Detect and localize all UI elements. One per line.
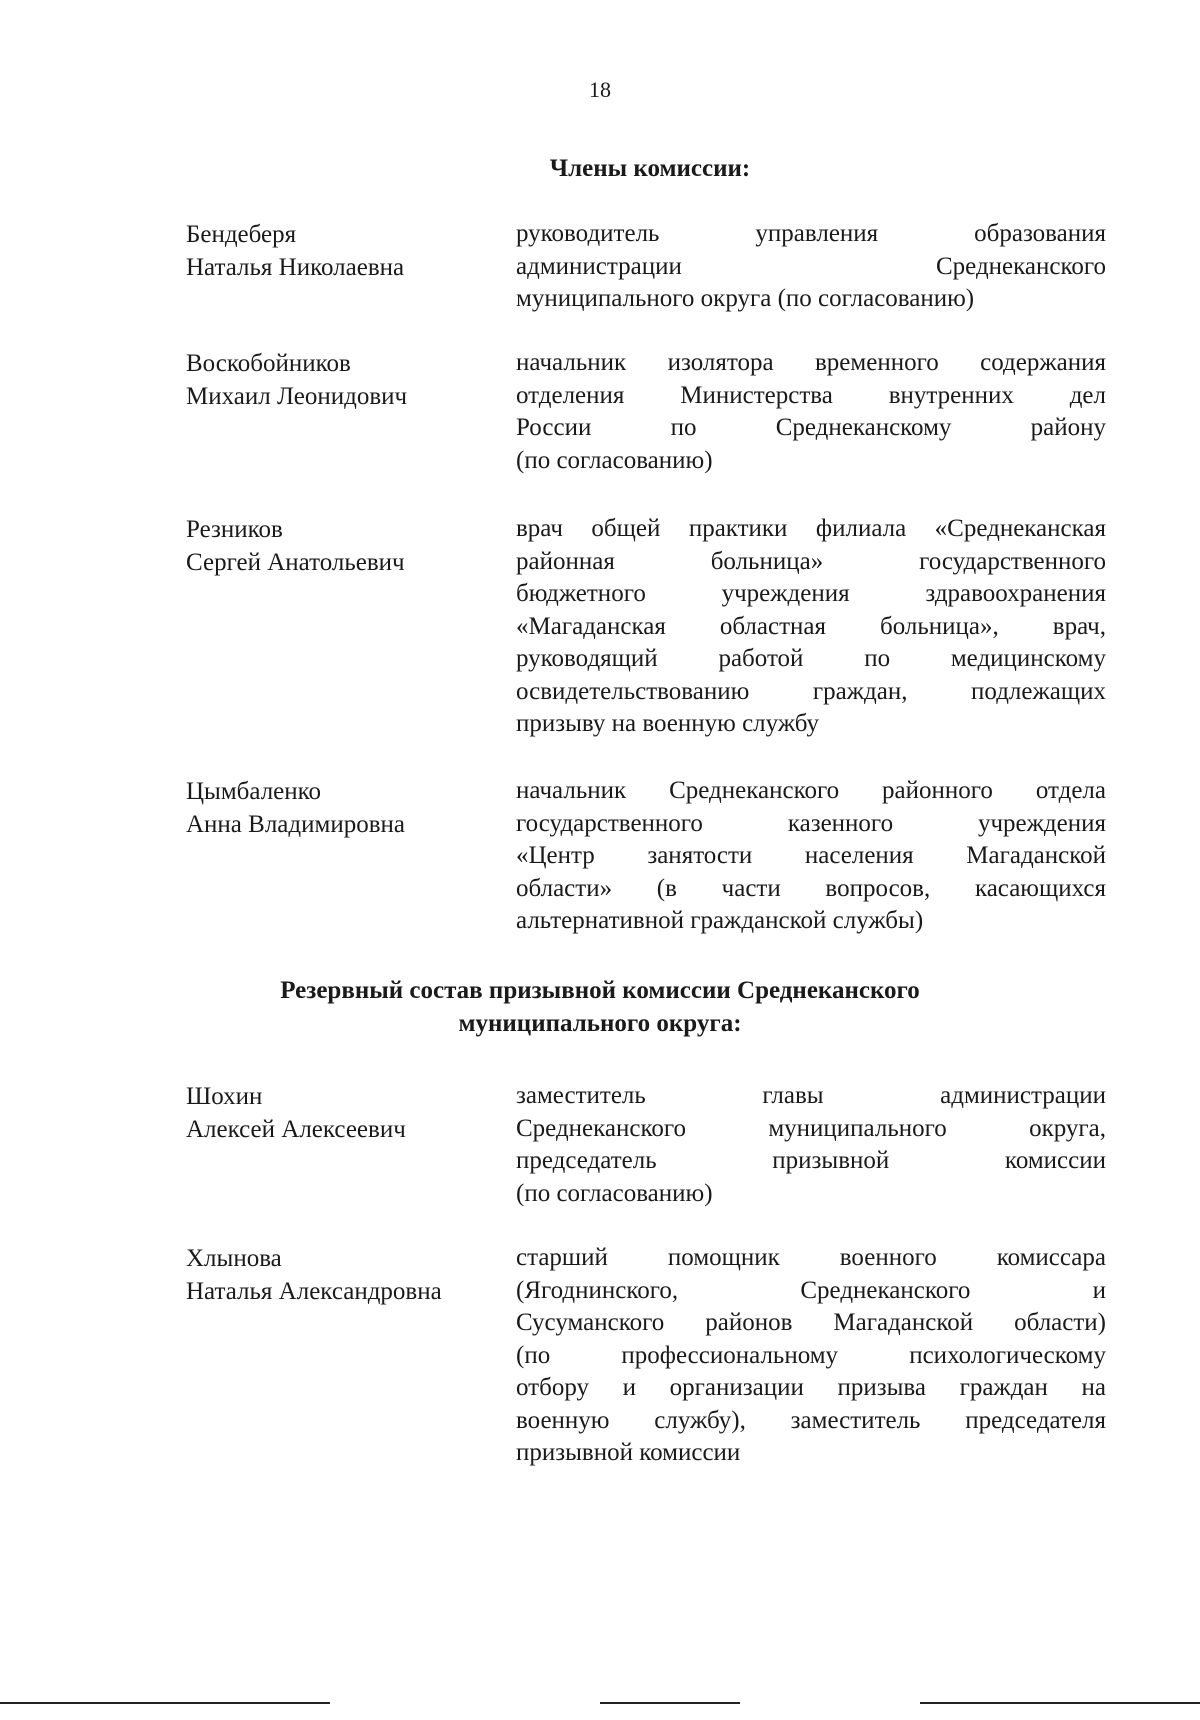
member-surname: Хлынова — [186, 1245, 282, 1272]
member-surname: Шохин — [186, 1083, 263, 1110]
member-role — [516, 1080, 1106, 1210]
role-line: отделения Министерства внутренних дел — [516, 381, 1106, 409]
member-name — [186, 513, 486, 579]
reserve-heading-line: муниципального округа: — [458, 1010, 742, 1037]
bottom-rule — [0, 1702, 330, 1704]
role-line: председатель призывной комиссии — [516, 1147, 1106, 1174]
role-line: военную службу), заместитель председателя — [516, 1406, 1106, 1434]
role-line: области» (в части вопросов, касающихся — [516, 874, 1106, 902]
members-heading: Члены комиссии: — [549, 155, 751, 182]
bottom-rule — [920, 1702, 1200, 1704]
member-surname: Цымбаленко — [186, 778, 322, 805]
member-given-names: Михаил Леонидович — [186, 383, 408, 410]
member-surname: Бендеберя — [186, 221, 297, 248]
role-line: призыву на военную службу — [516, 710, 820, 737]
role-line: (по согласованию) — [516, 1179, 713, 1207]
role-line: районная больница» государственного — [516, 547, 1106, 575]
role-line: (Ягоднинского, Среднеканского и — [516, 1276, 1106, 1304]
role-line: начальник Среднеканского районного отдела — [516, 777, 1106, 804]
member-role — [516, 513, 1106, 741]
role-line: Среднеканского муниципального округа, — [516, 1114, 1106, 1142]
member-surname: Воскобойников — [186, 350, 351, 377]
reserve-heading-line: Резервный состав призывной комиссии Среднеканского — [280, 977, 920, 1004]
member-given-names: Наталья Николаевна — [186, 254, 405, 281]
member-role — [516, 218, 1106, 316]
member-role — [516, 347, 1106, 477]
member-name — [186, 1242, 486, 1308]
role-line: руководитель управления образования — [516, 220, 1106, 247]
role-line: «Магаданская областная больница», врач, — [516, 612, 1106, 640]
role-line: врач общей практики филиала «Среднеканская — [516, 515, 1106, 542]
role-line: руководящий работой по медицинскому — [516, 645, 1106, 672]
member-role — [516, 775, 1106, 938]
member-name — [186, 1080, 486, 1146]
page-number: 18 — [589, 77, 611, 102]
member-given-names: Наталья Александровна — [186, 1278, 442, 1305]
role-line: Сусуманского районов Магаданской области) — [516, 1309, 1106, 1336]
role-line: отбору и организации призыва граждан на — [516, 1374, 1106, 1401]
member-given-names: Алексей Алексеевич — [186, 1116, 406, 1143]
role-line: заместитель главы администрации — [516, 1082, 1106, 1109]
member-given-names: Анна Владимировна — [186, 811, 405, 838]
role-line: (по согласованию) — [516, 446, 713, 474]
bottom-rule — [600, 1702, 740, 1704]
role-line: начальник изолятора временного содержания — [516, 349, 1106, 376]
role-line: альтернативной гражданской службы) — [516, 907, 924, 934]
role-line: России по Среднеканскому району — [516, 414, 1106, 441]
member-name — [186, 775, 486, 841]
role-line: государственного казенного учреждения — [516, 809, 1106, 837]
role-line: администрации Среднеканского — [516, 252, 1106, 280]
member-name — [186, 347, 486, 413]
member-surname: Резников — [186, 516, 283, 543]
member-name — [186, 218, 486, 284]
role-line: призывной комиссии — [516, 1439, 741, 1466]
reserve-heading — [100, 974, 1100, 1040]
member-given-names: Сергей Анатольевич — [186, 549, 405, 576]
role-line: старший помощник военного комиссара — [516, 1244, 1106, 1271]
role-line: освидетельствованию граждан, подлежащих — [516, 677, 1106, 705]
role-line: (по профессиональному психологическому — [516, 1341, 1106, 1369]
role-line: муниципального округа (по согласованию) — [516, 285, 975, 312]
member-role — [516, 1242, 1106, 1470]
role-line: бюджетного учреждения здравоохранения — [516, 580, 1106, 607]
role-line: «Центр занятости населения Магаданской — [516, 842, 1106, 869]
